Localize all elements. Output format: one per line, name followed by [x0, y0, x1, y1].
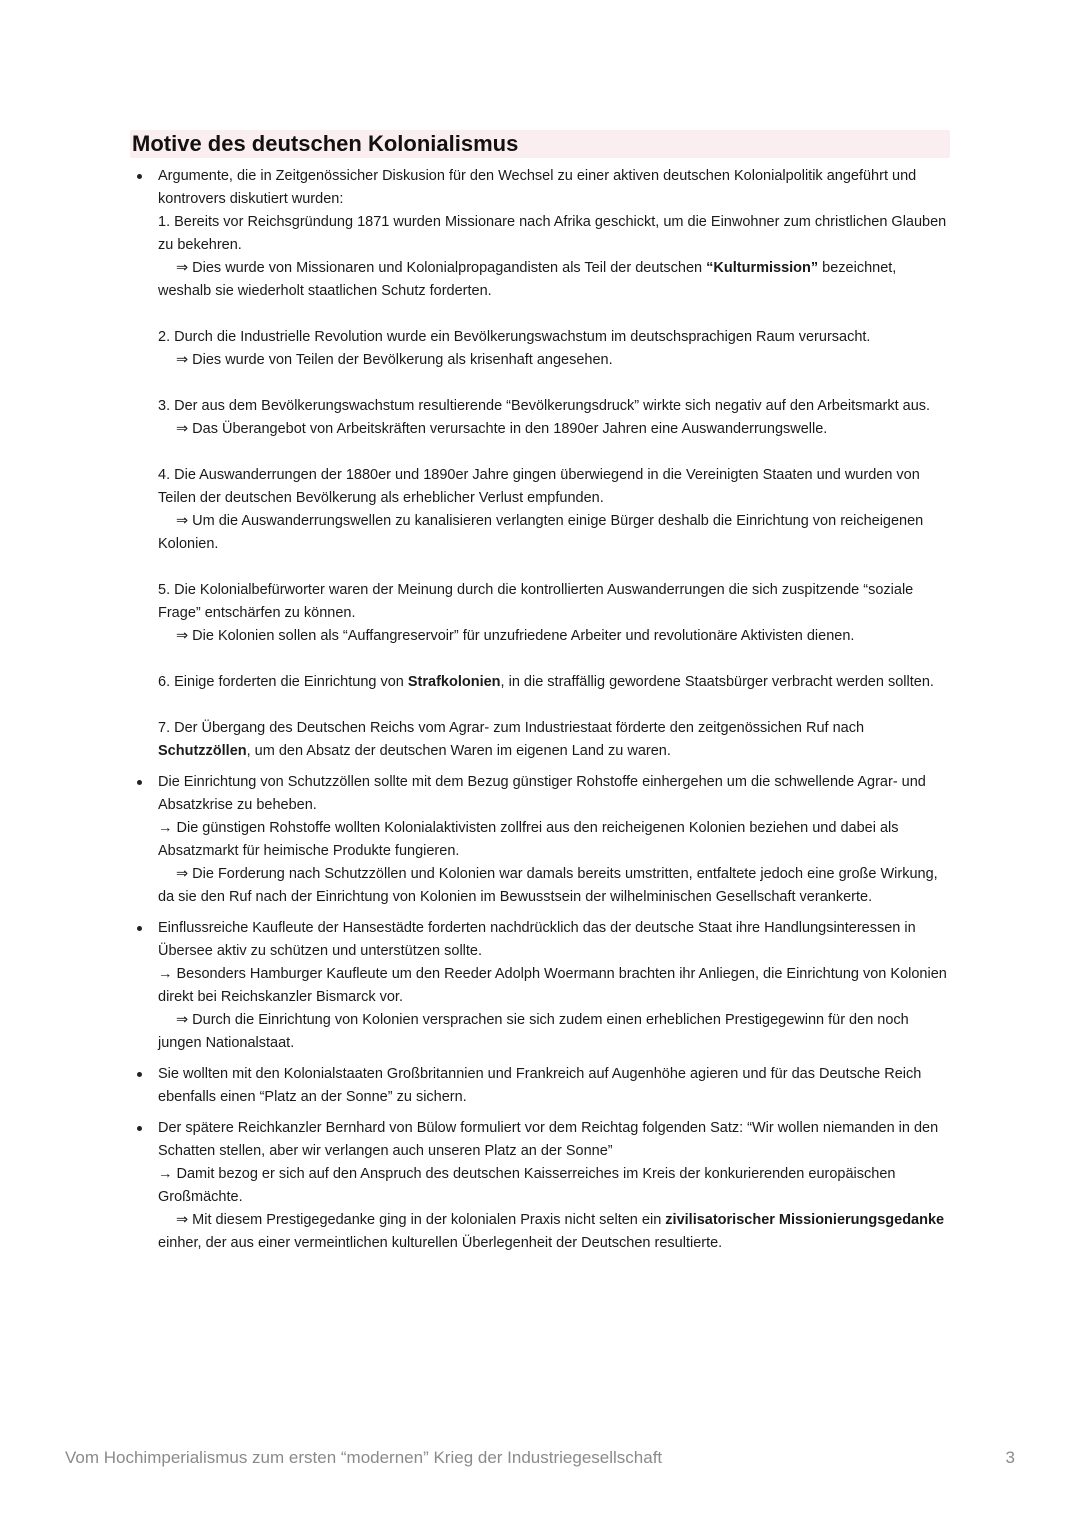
kulturmission-term: “Kulturmission” — [706, 260, 819, 276]
section-heading: Motive des deutschen Kolonialismus — [132, 131, 519, 156]
main-content — [158, 165, 950, 1263]
bullet-platz-an-der-sonne — [158, 1063, 950, 1109]
argument-5: 5. Die Kolonialbefürworter waren der Meinung durch die kontrollierten Auswanderrungen die sich zuspitzende “soziale Frage” entschärfen zu können. — [158, 582, 914, 621]
buelow-conclusion: ⇒ Mit diesem Prestigegedanke ging in der kolonialen Praxis nicht selten ein zivilisatorischer Missionierungsgedanke einher, der aus einer vermeintlichen kulturellen Überlegenheit der Deutschen resultierte. — [158, 1212, 945, 1251]
buelow-arrow: → Damit bezog er sich auf den Anspruch des deutschen Kaisserreiches im Kreis der konkurierenden europäischen Großmächte. — [158, 1166, 896, 1205]
bullet-list — [158, 165, 950, 1255]
argument-6: 6. Einige forderten die Einrichtung von Strafkolonien, in die straffällig gewordene Staatsbürger verbracht werden sollten. — [158, 674, 934, 690]
implies-symbol: ⇒ — [176, 513, 189, 529]
arrow-symbol: → — [158, 1166, 173, 1182]
kaufleute-text: Einflussreiche Kaufleute der Hansestädte forderten nachdrücklich das der deutsche Staat ihre Handlungsinteressen in Übersee aktiv zu schützen und unterstützen sollte. — [158, 920, 916, 959]
bullet-arguments — [158, 165, 950, 763]
bullet-schutzzoelle — [158, 771, 950, 909]
implies-symbol: ⇒ — [176, 1212, 189, 1228]
implies-symbol: ⇒ — [176, 866, 189, 882]
schutzzoelle-text: Die Einrichtung von Schutzzöllen sollte mit dem Bezug günstiger Rohstoffe einhergehen um die schwellende Agrar- und Absatzkrise zu beheben. — [158, 774, 926, 813]
page-number: 3 — [1005, 1448, 1015, 1467]
argument-7: 7. Der Übergang des Deutschen Reichs vom Agrar- zum Industriestaat förderte den zeitgenössichen Ruf nach Schutzzöllen, um den Absatz der deutschen Waren im eigenen Land zu waren. — [158, 720, 865, 759]
buelow-text: Der spätere Reichkanzler Bernhard von Bülow formuliert vor dem Reichtag folgenden Satz: “Wir wollen niemanden in den Schatten stellen, aber wir verlangen auch unseren Platz an der Sonne” — [158, 1120, 939, 1159]
section-heading-band — [130, 130, 950, 158]
argument-3-conclusion: ⇒ Das Überangebot von Arbeitskräften verursachte in den 1890er Jahren eine Auswanderrungswelle. — [176, 421, 828, 437]
bullet-kaufleute — [158, 917, 950, 1055]
kaufleute-conclusion: ⇒ Durch die Einrichtung von Kolonien versprachen sie sich zudem einen erheblichen Prestigegewinn für den noch jungen Nationalstaat. — [158, 1012, 909, 1051]
implies-symbol: ⇒ — [176, 1012, 189, 1028]
argument-2-conclusion: ⇒ Dies wurde von Teilen der Bevölkerung als krisenhaft angesehen. — [176, 352, 613, 368]
implies-symbol: ⇒ — [176, 421, 189, 437]
argument-2: 2. Durch die Industrielle Revolution wurde ein Bevölkerungswachstum im deutschsprachigen Raum verursacht. — [158, 329, 871, 345]
arrow-symbol: → — [158, 820, 173, 836]
arguments-intro: Argumente, die in Zeitgenössicher Diskusion für den Wechsel zu einer aktiven deutschen Kolonialpolitik angeführt und kontrovers diskutiert wurden: — [158, 168, 917, 207]
argument-4-conclusion: ⇒ Um die Auswanderrungswellen zu kanalisieren verlangten einige Bürger deshalb die Einrichtung von reicheigenen Kolonien. — [158, 513, 924, 552]
arrow-symbol: → — [158, 966, 173, 982]
argument-5-conclusion: ⇒ Die Kolonien sollen als “Auffangreservoir” für unzufriedene Arbeiter und revolutionäre Aktivisten dienen. — [176, 628, 855, 644]
argument-1: 1. Bereits vor Reichsgründung 1871 wurden Missionare nach Afrika geschickt, um die Einwohner zum christlichen Glauben zu bekehren. — [158, 214, 947, 253]
strafkolonien-term: Strafkolonien — [407, 674, 501, 690]
argument-3: 3. Der aus dem Bevölkerungswachstum resultierende “Bevölkerungsdruck” wirkte sich negativ auf den Arbeitsmarkt aus. — [158, 398, 931, 414]
kaufleute-arrow: → Besonders Hamburger Kaufleute um den Reeder Adolph Woermann brachten ihr Anliegen, die Einrichtung von Kolonien direkt bei Reichskanzler Bismarck vor. — [158, 966, 947, 1005]
implies-symbol: ⇒ — [176, 352, 189, 368]
schutzzoelle-arrow: → Die günstigen Rohstoffe wollten Kolonialaktivisten zollfrei aus den reicheigenen Kolonien beziehen und dabei als Absatzmarkt für heimische Produkte fungieren. — [158, 820, 899, 859]
schutzzoelle-conclusion: ⇒ Die Forderung nach Schutzzöllen und Kolonien war damals bereits umstritten, entfaltete jedoch eine große Wirkung, da sie den Ruf nach der Einrichtung von Kolonien im Bewusstsein der wilhelminischen Gesellschaft verankerte. — [158, 866, 938, 905]
argument-4: 4. Die Auswanderrungen der 1880er und 1890er Jahre gingen überwiegend in die Vereinigten Staaten und wurden von Teilen der deutschen Bevölkerung als erheblicher Verlust empfunden. — [158, 467, 920, 506]
schutzzoelle-term: Schutzzöllen — [158, 743, 247, 759]
bullet-buelow — [158, 1117, 950, 1255]
footer-title: Vom Hochimperialismus zum ersten “modernen” Krieg der Industriegesellschaft — [65, 1448, 663, 1467]
implies-symbol: ⇒ — [176, 260, 189, 276]
argument-1-conclusion: ⇒ Dies wurde von Missionaren und Kolonialpropagandisten als Teil der deutschen “Kulturmission” bezeichnet, weshalb sie wiederholt staatlichen Schutz forderten. — [158, 260, 897, 299]
platz-text: Sie wollten mit den Kolonialstaaten Großbritannien und Frankreich auf Augenhöhe agieren und für das Deutsche Reich ebenfalls einen “Platz an der Sonne” zu sichern. — [158, 1066, 922, 1105]
missionierungsgedanke-term: zivilisatorischer Missionierungsgedanke — [665, 1212, 945, 1228]
implies-symbol: ⇒ — [176, 628, 189, 644]
